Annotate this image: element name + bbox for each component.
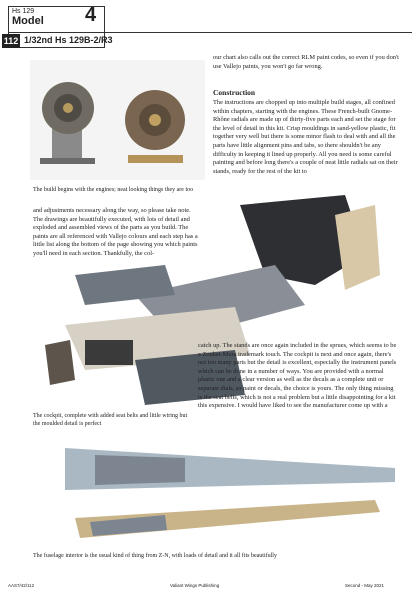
cockpit-paragraph: catch up. The stands are once again included in the sprues, which seems to be a Zoukei-Mura trademark touch. The cockpit is next and once again, there's not too many parts but the detail is excellent, especially the instrument panels which can be done in a number of ways. You are provided with a normal plastic one and a clear version as well as the decals as a complete unit or separate dials, so paint or decals, the choice is yours. The only thing missing is the seat belts, which is not a real problem but a little disappointing for a kit this expensive. I would have liked to see the manufacturer come up with a — [198, 342, 397, 410]
engines-photo — [30, 60, 205, 180]
header-rule — [8, 32, 412, 33]
side-panel — [45, 340, 75, 385]
engines-caption: The build begins with the engines; neat looking things they are too — [33, 187, 194, 193]
chapter-number: 4 — [85, 4, 97, 26]
fuselage-half-top-detail — [95, 455, 185, 485]
instructions-paragraph: and adjustments necessary along the way, so please take note. The drawings are beautifully executed, with lots of detail and exploded and assembled views of the parts as you build. The paints are all referenced with Vallejo colours and each step has a little list along the bottom of the page showing you which paints you'll need in each section. Thankfully, the col- — [33, 207, 198, 257]
instrument-panel — [85, 340, 133, 365]
construction-paragraph: The instructions are chopped up into multiple build stages, all confined within chapters, starting with the engines. These French-built Gnome-Rhône radials are made up of thirty-five parts each and set the stage for the level of detail in this kit. Crisp mouldings in sand-yellow plastic, fit together very well but there is some minor flash to deal with and all the parts have little alignment pins and tabs, so there shouldn't be any difficulty in keeping it lined up properly. All you need is some careful painting and before long there's a couple of neat little radials sat on their stands, ready for the rest of the kit to — [213, 99, 398, 175]
fuselage-caption: The fuselage interior is the usual kind of thing from Z-N, with loads of detail and it all fits beautifully — [33, 553, 277, 559]
fuselage-photo — [35, 440, 400, 545]
construction-heading: Construction — [213, 88, 256, 97]
stand-right — [335, 205, 380, 290]
intro-paragraph: our chart also calls out the correct RLM paint codes, so even if you don't use Vallejo paints, you won't go far wrong. — [213, 54, 399, 70]
cockpit-caption: The cockpit, complete with added seat belts and little wiring but the moulded detail is perfect — [33, 413, 188, 427]
footer-right: Second - May 2021 — [345, 583, 385, 588]
section-label: Model — [12, 15, 44, 27]
page-number: 112 — [3, 36, 19, 46]
series-label: Hs 129 — [12, 8, 35, 15]
engine-right — [125, 90, 185, 163]
page-subtitle: 1/32nd Hs 129B-2/R3 — [24, 35, 113, 45]
footer-center: Valiant Wings Publishing — [170, 583, 220, 588]
fuselage-illustration — [35, 440, 400, 545]
engines-illustration — [30, 60, 205, 180]
footer-left: AAS7/42/112 — [8, 583, 35, 588]
engine-left — [40, 82, 95, 164]
